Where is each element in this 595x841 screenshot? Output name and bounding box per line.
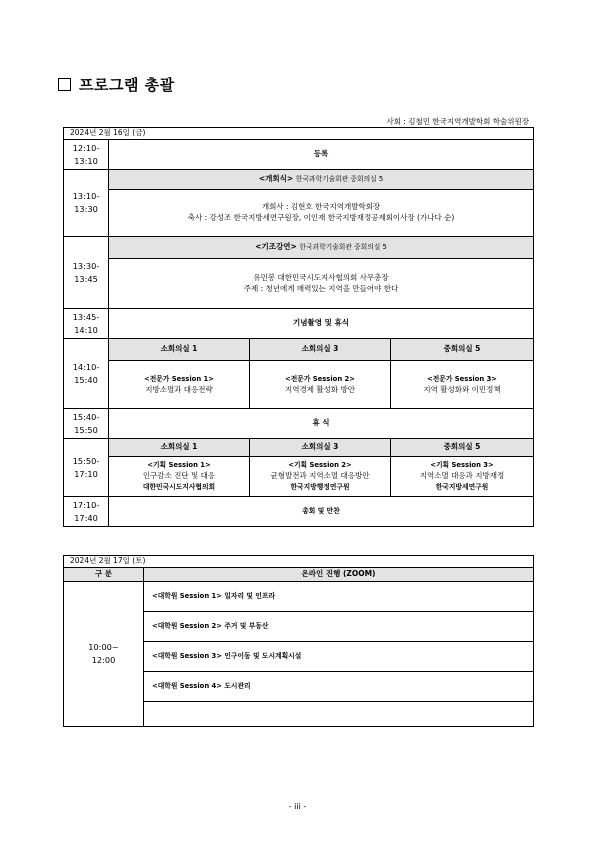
day2-program-table — [63, 555, 534, 727]
break-label: 휴 식 — [109, 409, 534, 439]
time-break: 15:40- 15:50 — [64, 409, 109, 439]
photo-label: 기념촬영 및 휴식 — [109, 309, 534, 339]
session2-room: 중회의실 5 — [391, 439, 534, 457]
grad-session: <대학원 Session 3> 인구이동 및 도시계획시설 — [144, 642, 534, 672]
time-registration: 12:10- 13:10 — [64, 140, 109, 170]
registration-label: 등록 — [109, 140, 534, 170]
time-keynote: 13:30- 13:45 — [64, 237, 109, 309]
time-session2: 15:50- 17:10 — [64, 439, 109, 497]
opening-header: <개회식> 한국과학기술회관 중회의실 5 — [109, 170, 534, 190]
day2-date: 2024년 2월 17일 (토) — [64, 556, 534, 568]
session1-room: 소회의실 1 — [109, 339, 250, 361]
checkbox-square-icon — [58, 78, 71, 91]
session2-room: 소회의실 3 — [250, 439, 391, 457]
empty-row — [144, 702, 534, 727]
grad-session: <대학원 Session 2> 주거 및 부동산 — [144, 612, 534, 642]
closing-label: 총회 및 만찬 — [109, 497, 534, 527]
time-photo: 13:45- 14:10 — [64, 309, 109, 339]
time-opening: 13:10- 13:30 — [64, 170, 109, 237]
day2-header-left: 구 분 — [64, 568, 144, 582]
session2-cell: <기획 Session 1> 인구감소 진단 및 대응 대한민국시도지사협의회 — [109, 457, 250, 497]
grad-session: <대학원 Session 1> 일자리 및 인프라 — [144, 582, 534, 612]
session1-cell: <전문가 Session 1> 지방소멸과 대응전략 — [109, 361, 250, 409]
page-heading: 프로그램 총괄 — [58, 74, 175, 95]
time-session1: 14:10- 15:40 — [64, 339, 109, 409]
day1-date: 2024년 2월 16일 (금) — [64, 128, 534, 140]
day1-program-table — [63, 127, 534, 527]
page-number: - iii - — [288, 802, 307, 811]
session1-room: 소회의실 3 — [250, 339, 391, 361]
time-day2: 10:00~ 12:00 — [64, 582, 144, 727]
keynote-header: <기조강연> 한국과학기술회관 중회의실 5 — [109, 237, 534, 259]
grad-session: <대학원 Session 4> 도시관리 — [144, 672, 534, 702]
session2-room: 소회의실 1 — [109, 439, 250, 457]
session1-room: 중회의실 5 — [391, 339, 534, 361]
session1-cell: <전문가 Session 3> 지역 활성화와 이민정책 — [391, 361, 534, 409]
session2-cell: <기획 Session 2> 균형발전과 지역소멸 대응방안 한국지방행정연구원 — [250, 457, 391, 497]
opening-details: 개회사 : 김현호 한국지역개발학회장 축사 : 강성조 한국지방세연구원장, 이인재 한국지방재정공제회이사장 (가나다 순) — [109, 190, 534, 237]
day2-header-right: 온라인 진행 (ZOOM) — [144, 568, 534, 582]
keynote-details: 유민봉 대한민국시도지사협의회 사무총장 주제 : 청년에게 매력있는 지역을 만들어야 한다 — [109, 259, 534, 309]
moderator-note: 사회 : 김철민 한국지역개발학회 학술위원장 — [386, 117, 529, 126]
session1-cell: <전문가 Session 2> 지역경제 활성화 방안 — [250, 361, 391, 409]
session2-cell: <기획 Session 3> 지역소멸 대응과 지방재정 한국지방세연구원 — [391, 457, 534, 497]
time-closing: 17:10- 17:40 — [64, 497, 109, 527]
